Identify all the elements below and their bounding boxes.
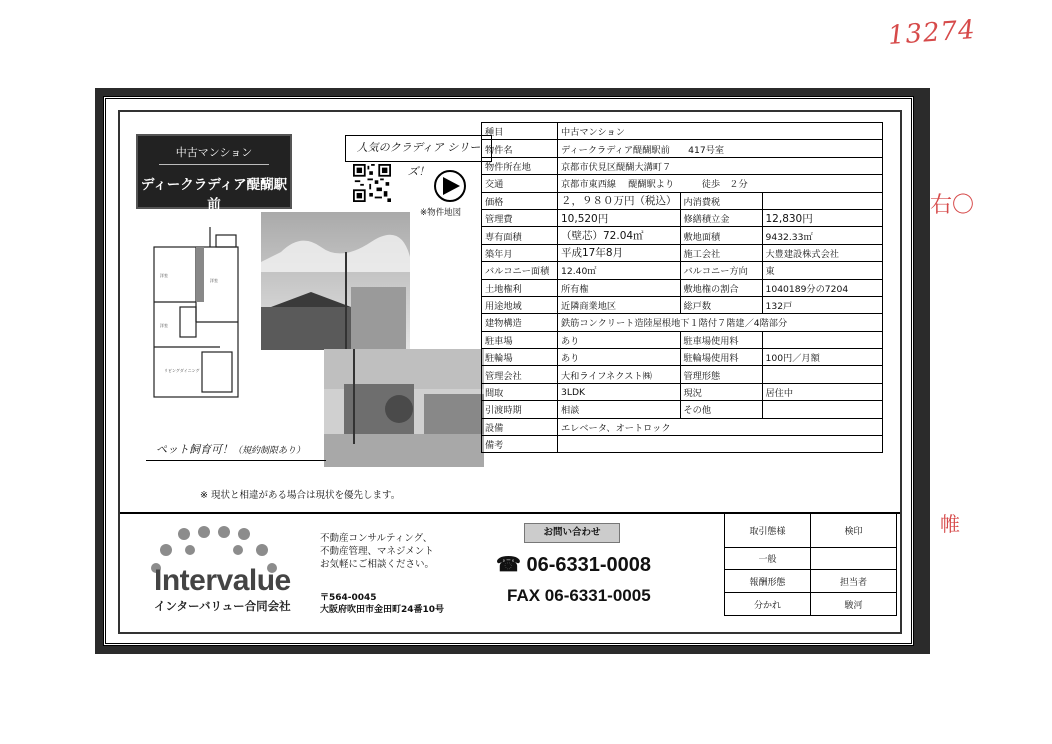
property-badge (136, 134, 292, 213)
spec-label: 価格 (482, 192, 558, 209)
stamp-cell: 一般 (725, 548, 811, 570)
spec-label: 内消費税 (680, 192, 762, 209)
spec-value: （壁芯）72.04㎡ (558, 227, 681, 244)
spec-value: 京都市東西線 醍醐駅より 徒歩 ２分 (558, 175, 883, 192)
stamp-cell (811, 548, 897, 570)
stamp-cell: 検印 (811, 514, 897, 548)
qr-code[interactable] (353, 164, 391, 202)
spec-label: その他 (680, 401, 762, 418)
flyer-frame (118, 110, 902, 634)
phone-icon: ☎ (496, 554, 527, 576)
spec-value (762, 331, 882, 348)
stamp-cell: 駿河 (811, 593, 897, 616)
spec-value: 所有権 (558, 279, 681, 296)
map-caption: ※物件地図 (420, 208, 462, 218)
spec-value: 100円／月額 (762, 349, 882, 366)
spec-label: 駐輪場 (482, 349, 558, 366)
spec-label: 物件名 (482, 140, 558, 157)
divider (146, 460, 326, 461)
table-row (725, 548, 897, 570)
spec-value: 大和ライフネクスト㈱ (558, 366, 681, 383)
spec-label: 管理会社 (482, 366, 558, 383)
street-photo (324, 349, 484, 467)
spec-value: あり (558, 331, 681, 348)
spec-value: 近隣商業地区 (558, 296, 681, 313)
services-line: お気軽にご相談ください。 (320, 559, 435, 570)
svg-text:洋室: 洋室 (160, 323, 168, 328)
spec-label: 設備 (482, 418, 558, 435)
spec-label: 修繕積立金 (680, 209, 762, 226)
spec-label: 用途地域 (482, 296, 558, 313)
zip-code: 〒564-0045 (320, 593, 377, 603)
spec-label: 築年月 (482, 244, 558, 261)
spec-value: 平成17年8月 (558, 244, 681, 261)
stamp-cell: 分かれ (725, 593, 811, 616)
disclaimer-note: ※ 現状と相違がある場合は現状を優先します。 (200, 490, 401, 501)
spec-label: 施工会社 (680, 244, 762, 261)
table-row (482, 401, 883, 418)
spec-label: 総戸数 (680, 296, 762, 313)
spec-value (762, 366, 882, 383)
company-address (320, 592, 444, 616)
map-arrow-icon[interactable] (433, 169, 467, 203)
spec-value: 10,520円 (558, 209, 681, 226)
spec-label: 種目 (482, 123, 558, 140)
spec-value: 鉄筋コンクリート造陸屋根地下１階付７階建／4階部分 (558, 314, 883, 331)
spec-value: 1040189分の7204 (762, 279, 882, 296)
spec-label: 管理形態 (680, 366, 762, 383)
table-row (482, 192, 883, 209)
stamp-cell: 報酬形態 (725, 570, 811, 593)
spec-label: 駐輪場使用料 (680, 349, 762, 366)
services-line: 不動産管理、マネジメント (320, 546, 434, 557)
spec-value (558, 436, 883, 453)
spec-value: 12.40㎡ (558, 262, 681, 279)
spec-value (762, 192, 882, 209)
stamp-cell: 担当者 (811, 570, 897, 593)
pet-sub: （規約制限あり） (233, 446, 306, 456)
table-row (482, 436, 883, 453)
floor-plan-image (150, 227, 242, 427)
spec-value: 12,830円 (762, 209, 882, 226)
spec-value: 132戸 (762, 296, 882, 313)
spec-value: エレベータ、オートロック (558, 418, 883, 435)
street-address: 大阪府吹田市金田町24番10号 (320, 605, 445, 615)
fax-number: FAX 06-6331-0005 (507, 586, 651, 605)
stamp-cell: 取引態様 (725, 514, 811, 548)
table-row (482, 157, 883, 174)
spec-label: バルコニー方向 (680, 262, 762, 279)
spec-value: 居住中 (762, 383, 882, 400)
property-name: ディークラディア醍醐駅前 (140, 177, 288, 213)
table-row (725, 570, 897, 593)
table-row (482, 314, 883, 331)
company-logo: Intervalue (154, 564, 291, 597)
spec-label: 土地権利 (482, 279, 558, 296)
spec-value: 京都市伏見区醍醐大溝町７ (558, 157, 883, 174)
table-row (482, 209, 883, 226)
spec-value: 9432.33㎡ (762, 227, 882, 244)
spec-value: ディークラディア醍醐駅前 417号室 (558, 140, 883, 157)
handwritten-mark: 右〇 (930, 193, 975, 218)
flyer-inner-border (103, 96, 914, 646)
spec-value: 相談 (558, 401, 681, 418)
spec-label: 専有面積 (482, 227, 558, 244)
spec-label: 建物構造 (482, 314, 558, 331)
svg-text:洋室: 洋室 (210, 278, 218, 283)
spec-label: 駐車場使用料 (680, 331, 762, 348)
table-row (482, 366, 883, 383)
spec-label: 引渡時期 (482, 401, 558, 418)
spec-label: 物件所在地 (482, 157, 558, 174)
spec-value: 大豊建設株式会社 (762, 244, 882, 261)
property-type: 中古マンション (159, 144, 269, 165)
spec-value: 東 (762, 262, 882, 279)
table-row (482, 383, 883, 400)
services-text (320, 532, 434, 571)
table-row (482, 279, 883, 296)
spec-label: 管理費 (482, 209, 558, 226)
table-row (482, 123, 883, 140)
building-photo (261, 212, 410, 350)
spec-value: 中古マンション (558, 123, 883, 140)
pet-notice (156, 441, 305, 457)
spec-label: 駐車場 (482, 331, 558, 348)
spec-label: バルコニー面積 (482, 262, 558, 279)
phone-number[interactable] (496, 552, 651, 577)
company-name: インターバリュー合同会社 (154, 599, 291, 613)
spec-value (762, 401, 882, 418)
spec-value: あり (558, 349, 681, 366)
phone-text: 06-6331-0008 (526, 554, 652, 576)
table-row (482, 140, 883, 157)
svg-text:リビングダイニング: リビングダイニング (164, 368, 200, 373)
spec-label: 間取 (482, 383, 558, 400)
handwritten-number: 13274 (887, 14, 977, 52)
spec-label: 敷地面積 (680, 227, 762, 244)
spec-table (481, 122, 883, 453)
table-row (482, 331, 883, 348)
table-row (482, 296, 883, 313)
spec-label: 交通 (482, 175, 558, 192)
table-row (482, 418, 883, 435)
table-row (482, 175, 883, 192)
table-row (482, 262, 883, 279)
flyer-outer-border (95, 88, 930, 654)
table-row (725, 593, 897, 616)
services-line: 不動産コンサルティング、 (320, 533, 433, 544)
spec-label: 備考 (482, 436, 558, 453)
spec-label: 現況 (680, 383, 762, 400)
spec-value: 3LDK (558, 383, 681, 400)
spec-label: 敷地権の割合 (680, 279, 762, 296)
table-row (482, 227, 883, 244)
contact-button[interactable]: お問い合わせ (524, 523, 620, 543)
stamp-table (724, 513, 897, 616)
handwritten-mark: 帷 (940, 512, 960, 536)
table-row (482, 244, 883, 261)
table-row (482, 349, 883, 366)
pet-main: ペット飼育可！ (156, 443, 233, 456)
svg-text:洋室: 洋室 (160, 273, 168, 278)
spec-value: ２，９８０万円（税込） (558, 192, 681, 209)
table-row (725, 514, 897, 548)
series-caption: 人気のクラディア シリーズ！ (345, 135, 492, 162)
